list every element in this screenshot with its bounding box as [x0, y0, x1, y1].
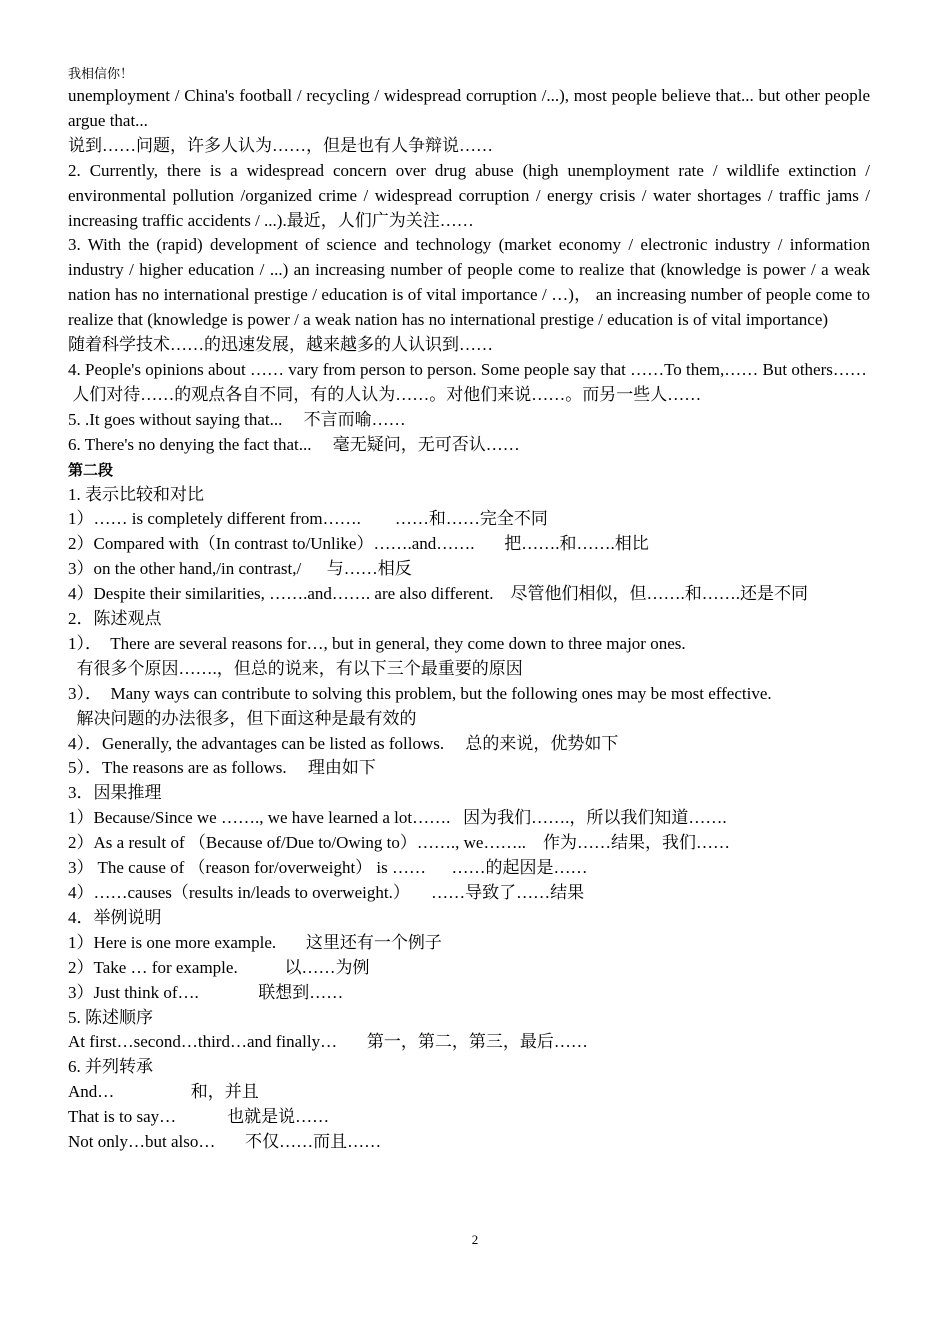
text-line: 4. People's opinions about …… vary from person to person. Some people say that ……To them,…… But others……: [68, 359, 867, 379]
text-line: 5. .It goes without saying that... 不言而喻……: [68, 409, 406, 429]
text-line: 3. With the (rapid) development of science and technology (market economy / electronic industry / information industry / higher education / ...) an increasing number of people come to realize that (knowledge is power / a weak nation has no international prestige / education is of vital importance / …)， an increasing number of people come to realize that (knowledge is power / a weak nation has no international prestige / education is of vital importance): [68, 235, 875, 330]
text-line: 6. 并列转承: [68, 1057, 153, 1077]
text-line: 5. 陈述顺序: [68, 1007, 153, 1027]
text-line: 1）Because/Since we ……., we have learned a lot……. 因为我们…….，所以我们知道…….: [68, 808, 727, 828]
text-line: 3） The cause of （reason for/overweight） is …… ……的起因是……: [68, 858, 588, 878]
text-line: 人们对待……的观点各自不同，有的人认为……。对他们来说……。而另一些人……: [68, 384, 702, 404]
text-line: 1）Here is one more example. 这里还有一个例子: [68, 932, 442, 952]
text-line: 1. 表示比较和对比: [68, 484, 204, 504]
text-line: 4）Despite their similarities, …….and……. are also different. 尽管他们相似，但…….和…….还是不同: [68, 584, 809, 604]
text-line: Not only…but also… 不仅……而且……: [68, 1132, 382, 1152]
text-line: 2．陈述观点: [68, 609, 162, 629]
text-line: 5）．The reasons are as follows. 理由如下: [68, 758, 376, 778]
section-heading: 第二段: [68, 460, 114, 479]
document-body: [68, 84, 875, 1155]
page-number: 2: [471, 1232, 479, 1247]
document-page: [68, 64, 875, 1155]
text-line: That is to say… 也就是说……: [68, 1107, 330, 1127]
text-line: 2. Currently, there is a widespread concern over drug abuse (high unemployment rate / wildlife extinction / environmental pollution /organized crime / widespread corruption / energy crisis / water shortages / traffic jams / increasing traffic accidents / ...).最近，人们广为关注……: [68, 160, 875, 230]
text-line: 4．举例说明: [68, 907, 162, 927]
text-line: 4）．Generally, the advantages can be listed as follows. 总的来说，优势如下: [68, 733, 619, 753]
text-line: 2）Compared with（In contrast to/Unlike）…….and……. 把…….和…….相比: [68, 534, 649, 554]
text-line: 1）…… is completely different from……. ……和……完全不同: [68, 509, 548, 529]
text-line: 4）……causes（results in/leads to overweight.） ……导致了……结果: [68, 883, 585, 902]
text-line: At first…second…third…and finally… 第一，第二，第三，最后……: [68, 1032, 588, 1052]
text-line: 解决问题的办法很多，但下面这种是最有效的: [68, 708, 417, 728]
text-line: 3）Just think of…. 联想到……: [68, 982, 344, 1002]
text-line: 随着科学技术……的迅速发展，越来越多的人认识到……: [68, 335, 493, 355]
text-line: 2）As a result of （Because of/Due to/Owing to）……., we…….. 作为……结果，我们……: [68, 833, 730, 853]
text-line: 1）． There are several reasons for…, but in general, they come down to three major ones.: [68, 633, 686, 653]
text-line: 说到……问题，许多人认为……，但是也有人争辩说……: [68, 135, 493, 155]
text-line: 3．因果推理: [68, 783, 162, 803]
text-line: unemployment / China's football / recycling / widespread corruption /...), most people believe that... but other people argue that...: [68, 86, 875, 130]
text-line: 2）Take … for example. 以……为例: [68, 957, 370, 977]
page-header: 我相信你！: [68, 66, 134, 81]
text-line: 3）． Many ways can contribute to solving this problem, but the following ones may be most effective.: [68, 683, 772, 703]
text-line: 3）on the other hand,/in contrast,/ 与……相反: [68, 559, 412, 579]
text-line: 有很多个原因…….，但总的说来，有以下三个最重要的原因: [68, 658, 523, 678]
text-line: And… 和，并且: [68, 1082, 259, 1102]
text-line: 6. There's no denying the fact that... 毫无疑问，无可否认……: [68, 434, 520, 454]
